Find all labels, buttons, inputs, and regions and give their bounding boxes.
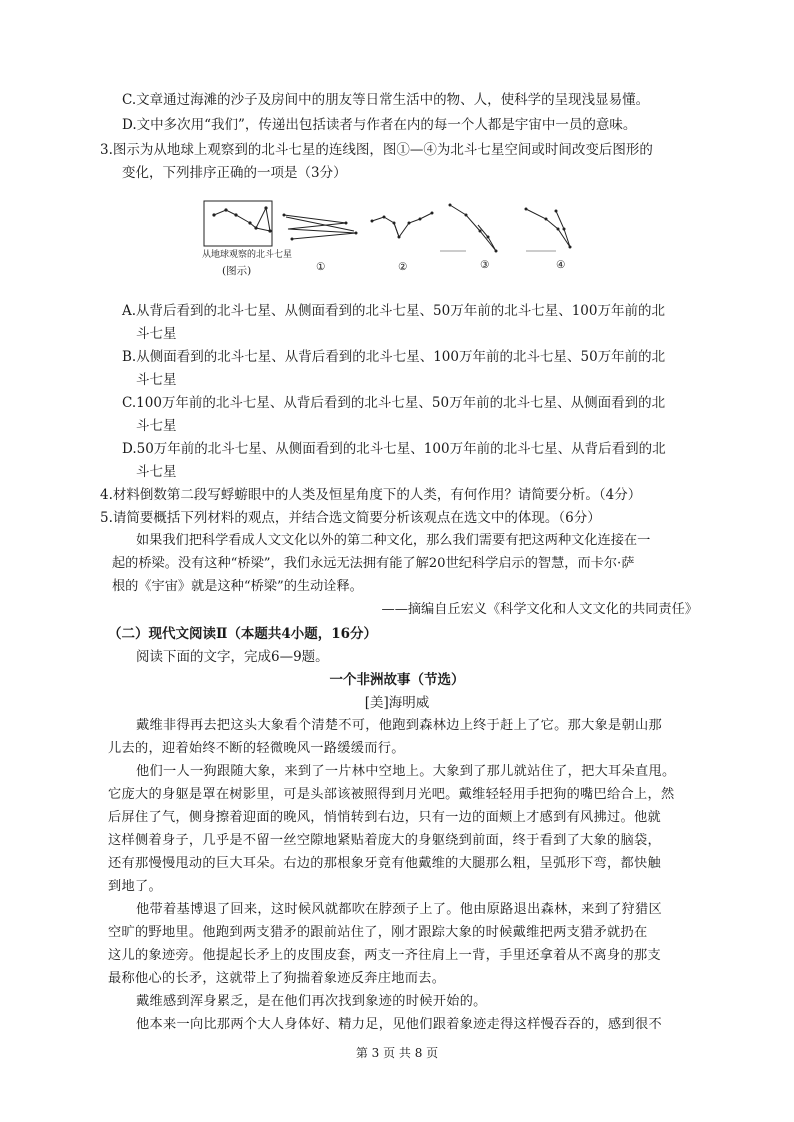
- figure-label-main: (图示): [222, 265, 252, 277]
- dipper-figure-3: [449, 204, 498, 253]
- q3-stem-line2: 变化，下列排序正确的一项是（3分）: [122, 165, 347, 181]
- option-q2-d: D.文中多次用“我们”，传递出包括读者与作者在内的每一个人都是宇宙中一员的意味。: [122, 117, 637, 133]
- story-title: 一个非洲故事（节选）: [329, 672, 465, 688]
- q3-option-d-line1: D.50万年前的北斗七星、从侧面看到的北斗七星、100万年前的北斗七星、从背后看到的北: [122, 441, 666, 457]
- q5-quote-line3: 根的《宇宙》就是这种“桥梁”的生动诠释。: [112, 579, 363, 594]
- q3-option-a-line2: 斗七星: [136, 326, 177, 342]
- section2-heading: （二）现代文阅读Ⅱ（本题共4小题，16分）: [108, 626, 378, 642]
- q3-option-b-line1: B.从侧面看到的北斗七星、从背后看到的北斗七星、100万年前的北斗七星、50万年前的北: [122, 349, 666, 365]
- big-dipper-diagram: [196, 193, 596, 285]
- q3-option-d-line2: 斗七星: [136, 464, 177, 480]
- story-p3-line2: 空旷的野地里。他跑到两支猎矛的跟前站住了，刚才跟踪大象的时候戴维把两支猎矛就扔在: [108, 925, 648, 940]
- dipper-figure-2: [371, 212, 434, 239]
- q3-option-a-line1: A.从背后看到的北斗七星、从侧面看到的北斗七星、50万年前的北斗七星、100万年前的北: [122, 303, 665, 319]
- q5-quote-source: ——摘编自丘宏义《科学文化和人文文化的共同责任》: [381, 602, 698, 617]
- figure-label-4: ④: [556, 259, 566, 271]
- story-p1-line1: 戴维非得再去把这头大象看个清楚不可，他跑到森林边上终于赶上了它。那大象是朝山那: [136, 718, 663, 733]
- dipper-figure-1: [283, 214, 358, 241]
- q5-quote-line2: 起的桥梁。没有这种“桥梁”，我们永远无法拥有能了解20世纪科学启示的智慧，而卡尔·萨: [112, 556, 635, 571]
- figure-label-1: ①: [316, 261, 326, 273]
- q3-option-c-line1: C.100万年前的北斗七星、从背后看到的北斗七星、50万年前的北斗七星、从侧面看到的北: [122, 395, 666, 411]
- q3-stem-line1: 3.图示为从地球上观察到的北斗七星的连线图，图①—④为北斗七星空间或时间改变后图形的: [100, 142, 653, 158]
- q3-option-b-line2: 斗七星: [136, 372, 177, 388]
- story-p1-line2: 儿去的，迎着始终不断的轻微晚风一路缓缓而行。: [108, 741, 405, 756]
- q5-stem: 5.请简要概括下列材料的观点，并结合选文简要分析该观点在选文中的体现。（6分）: [100, 510, 601, 526]
- story-author: [美]海明威: [364, 695, 430, 711]
- big-dipper-figure: [196, 193, 596, 285]
- story-p2-line5: 还有那慢慢甩动的巨大耳朵。右边的那根象牙竟有他戴维的大腿那么粗，呈弧形下弯，都快触: [108, 856, 661, 871]
- story-p3-line3: 这儿的象迹旁。他提起长矛上的皮围皮套，两支一齐往肩上一背，手里还拿着从不离身的那支: [108, 948, 661, 963]
- dipper-observed: [214, 208, 266, 228]
- story-p5-line1: 他本来一向比那两个大人身体好、精力足，见他们跟着象迹走得这样慢吞吞的，感到很不: [136, 1017, 663, 1032]
- story-p3-line1: 他带着基博退了回来，这时候风就都吹在脖颈子上了。他由原路退出森林，来到了狩猎区: [136, 902, 663, 917]
- story-p3-line4: 最称他心的长矛，这就带上了狗揣着象迹反奔庄地而去。: [108, 971, 446, 986]
- story-p2-line4: 这样侧着身子，几乎是不留一丝空隙地紧贴着庞大的身躯绕到前面，终于看到了大象的脑袋，: [108, 833, 661, 848]
- story-p2-line1: 他们一人一狗跟随大象，来到了一片林中空地上。大象到了那儿就站住了，把大耳朵直甩。: [136, 764, 676, 779]
- option-q2-c: C.文章通过海滩的沙子及房间中的朋友等日常生活中的物、人，使科学的呈现浅显易懂。: [122, 92, 650, 108]
- figure-caption-box: 从地球观察的北斗七星: [202, 250, 293, 260]
- figure-label-3: ③: [480, 259, 490, 271]
- story-p2-line6: 到地了。: [108, 879, 162, 894]
- q4-stem: 4.材料倒数第二段写蜉蝣眼中的人类及恒星角度下的人类，有何作用？请简要分析。（4分）: [100, 487, 642, 503]
- figure-label-2: ②: [398, 261, 408, 273]
- dipper-figure-4: [525, 208, 572, 249]
- q5-quote-line1: 如果我们把科学看成人文文化以外的第二种文化，那么我们需要有把这两种文化连接在一: [136, 533, 651, 548]
- q3-option-c-line2: 斗七星: [136, 418, 177, 434]
- story-p2-line2: 它庞大的身躯是罩在树影里，可是头部该被照得到月光吧。戴维轻轻用手把狗的嘴巴给合上，然: [108, 787, 675, 802]
- observation-frame: [204, 201, 272, 246]
- story-p2-line3: 后屏住了气，侧身擦着迎面的晚风，悄悄转到右边，只有一边的面颊上才感到有风拂过。他就: [108, 810, 661, 825]
- page-footer: 第 3 页 共 8 页: [355, 1046, 439, 1060]
- story-p4-line1: 戴维感到浑身累乏，是在他们再次找到象迹的时候开始的。: [136, 994, 487, 1009]
- section2-instruction: 阅读下面的文字，完成6—9题。: [136, 649, 329, 665]
